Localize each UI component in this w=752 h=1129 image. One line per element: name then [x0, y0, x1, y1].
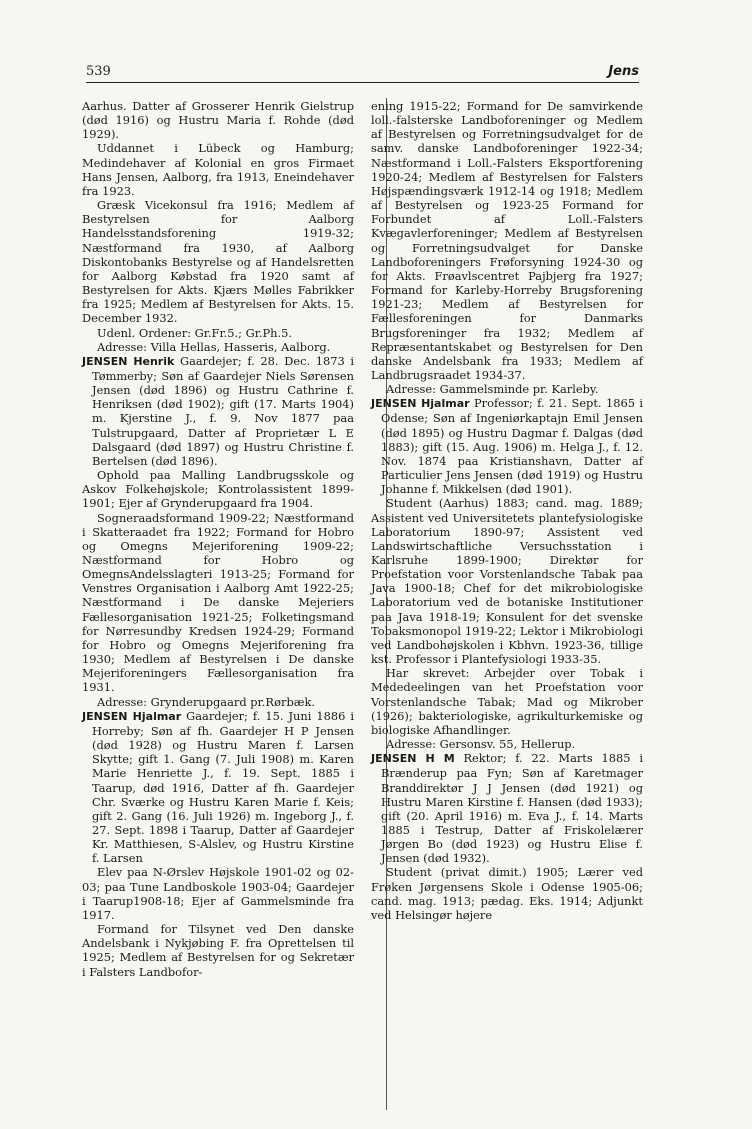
entry-jensen-hjalmar-gaardejer: [82, 709, 354, 866]
entry-headword: JENSEN Henrik: [82, 354, 175, 368]
entry-intro: Professor; f. 21. Sept. 1865 i Odense; Søn af Ingeniørkaptajn Emil Jensen (død 1895) og Hustru Dagmar f. Dalgas (død 1883); gift (15. Aug. 1906) m. Helga J., f. 12. Nov. 1874 paa Kristianshavn, Datter af Particulier Jens Jensen (død 1919) og Hustru Johanne f. Mikkelsen (død 1901).: [381, 396, 644, 497]
entry-address: Adresse: Gammelsminde pr. Karleby.: [386, 382, 599, 397]
page-header: [86, 64, 639, 84]
entry-paragraph-career: Uddannet i Lübeck og Hamburg; Medindehaver af Kolonial en gros Firmaet Hans Jensen, Aalborg, fra 1913, Eneindehaver fra 1923.: [82, 141, 354, 198]
entry-address: Adresse: Gersonsv. 55, Hellerup.: [386, 737, 576, 752]
entry-paragraph-honours: Udenl. Ordener: Gr.Fr.5.; Gr.Ph.5.: [97, 325, 293, 340]
entry-jensen-hjalmar-professor: [371, 396, 643, 496]
entry-paragraph-offices: Græsk Vicekonsul fra 1916; Medlem af Bestyrelsen for Aalborg Handelsstandsforening 1919-32; Næstformand fra 1930, af Aalborg Diskontobanks Bestyrelse og af Handelsretten for Aalborg Købstad fra 1920 samt af Bestyrelsen for Akts. Kjærs Mølles Fabrikker fra 1925; Medlem af Bestyrelsen for Akts. 15. December 1932.: [82, 198, 354, 326]
entry-address: Adresse: Villa Hellas, Hasseris, Aalborg.: [97, 339, 331, 354]
entry-headword: JENSEN H M: [371, 752, 455, 766]
entry-paragraph-career: Student (privat dimit.) 1905; Lærer ved Frøken Jørgensens Skole i Odense 1905-06; cand. mag. 1913; pædag. Eks. 1914; Adjunkt ved Helsingør højere: [371, 865, 643, 922]
entry-paragraph-education: Ophold paa Malling Landbrugsskole og Askov Folkehøjskole; Kontrolassistent 1899-1901; Ejer af Grynderupgaard fra 1904.: [82, 468, 354, 511]
entry-intro: Gaardejer; f. 15. Juni 1886 i Horreby; Søn af fh. Gaardejer H P Jensen (død 1928) og Hustru Maren f. Larsen Skytte; gift 1. Gang (7. Juli 1908) m. Karen Marie Henriette J., f. 19. Sept. 1885 i Taarup, død 1916, Datter af fh. Gaardejer Chr. Sværke og Hustru Karen Marie f. Keis; gift 2. Gang (16. Juli 1926) m. Ingeborg J., f. 27. Sept. 1898 i Taarup, Datter af Gaardejer Kr. Matthiesen, S-Alslev, og Hustru Kirstine f. Larsen: [92, 708, 354, 866]
entry-paragraph-career: Student (Aarhus) 1883; cand. mag. 1889; Assistent ved Universitetets plantefysiologiske Laboratorium 1890-97; Assistent ved Landswirtschaftliche Versuchsstation i Karlsruhe 1899-1900; Direktør for Proefstation voor Vorstenlandsche Tabak paa Java 1900-18; Chef for det mikrobiologiske Laboratorium ved de botaniske Institutioner paa Java 1918-19; Konsulent for det svenske Tobaksmonopol 1919-22; Lektor i Mikrobiologi ved Landbohøjskolen i Kbhvn. 1923-36, tillige kst. Professor i Plantefysiologi 1933-35.: [371, 496, 643, 667]
entry-headword: JENSEN Hjalmar: [82, 709, 182, 723]
entry-continuation-offices: ening 1915-22; Formand for De samvirkende loll.-falsterske Landboforeninger og Medlem af Bestyrelsen og Forretningsudvalget for de samv. danske Landboforeninger 1922-34; Næstformand i Loll.-Falsters Eksportforening 1920-24; Medlem af Bestyrelsen for Falsters Højspændingsværk 1912-14 og 1918; Medlem af Bestyrelsen og 1923-25 Formand for Forbundet af Loll.-Falsters Kvægavlerforeninger; Medlem af Bestyrelsen og Forretningsudvalget for Danske Landboforeningers Frøforsyning 1924-30 og for Akts. Frøavlscentret Pajbjerg fra 1927; Formand for Karleby-Horreby Brugsforening 1921-23; Medlem af Bestyrelsen for Fællesforeningen for Danmarks Brugsforeninger fra 1932; Medlem af Repræsentantskabet og Bestyrelsen for Den danske Andelsbank fra 1933; Medlem af Landbrugsraadet 1934-37.: [371, 99, 643, 382]
entry-intro: Rektor; f. 22. Marts 1885 i Brænderup paa Fyn; Søn af Karetmager Branddirektør J J Jensen (død 1921) og Hustru Maren Kirstine f. Hansen (død 1933); gift (20. April 1916) m. Eva J., f. 14. Marts 1885 i Testrup, Datter af Friskolelærer Jørgen Bo (død 1923) og Hustru Elise f. Jensen (død 1932).: [381, 751, 643, 866]
entry-jensen-h-m: [371, 751, 643, 865]
entry-paragraph-offices: Sogneraadsformand 1909-22; Næstformand i Skatteraadet fra 1922; Formand for Hobro og Omegns Mejeriforening 1909-22; Næstformand for Hobro og OmegnsAndelsslagteri 1913-25; Formand for Venstres Organisation i Aalborg Amt 1922-25; Næstformand i De danske Mejeriers Fællesorganisation 1921-25; Folketingsmand for Nørresundby Kredsen 1924-29; Formand for Hobro og Omegns Mejeriforening fra 1930; Medlem af Bestyrelsen i De danske Mejeriforeningers Fællesorganisation fra 1931.: [82, 510, 354, 695]
running-head: Jens: [608, 64, 639, 79]
entry-paragraph-writings: Har skrevet: Arbejder over Tobak i Mededeelingen van het Proefstation voor Vorstenlandsche Tabak; Mad og Mikrober (1926); bakteriologiske, agrikulturkemiske og biologiske Afhandlinger.: [371, 666, 643, 737]
entry-jensen-henrik: [82, 354, 354, 468]
left-column: [82, 99, 354, 979]
entry-intro: Gaardejer; f. 28. Dec. 1873 i Tømmerby; Søn af Gaardejer Niels Sørensen Jensen (død 1896) og Hustru Cathrine f. Henriksen (død 1902); gift (17. Marts 1904) m. Kjerstine J., f. 9. Nov 1877 paa Tulstrupgaard, Datter af Proprietær L E Dalsgaard (død 1897) og Hustru Christine f. Bertelsen (død 1896).: [92, 353, 354, 468]
entry-headword: JENSEN Hjalmar: [371, 397, 470, 411]
page-number: 539: [86, 64, 111, 79]
entry-continuation-family: Aarhus. Datter af Grosserer Henrik Gielstrup (død 1916) og Hustru Maria f. Rohde (død 1929).: [82, 99, 354, 142]
header-rule: [86, 82, 639, 83]
entry-paragraph-education: Elev paa N-Ørslev Højskole 1901-02 og 02-03; paa Tune Landboskole 1903-04; Gaardejer i Taarup1908-18; Ejer af Gammelsminde fra 1917.: [82, 865, 354, 922]
entry-address: Adresse: Grynderupgaard pr.Rørbæk.: [97, 694, 315, 709]
entry-paragraph-offices: Formand for Tilsynet ved Den danske Andelsbank i Nykjøbing F. fra Oprettelsen til 1925; Medlem af Bestyrelsen for og Sekretær i Falsters Landbofor-: [82, 922, 354, 979]
right-column: [371, 99, 643, 922]
